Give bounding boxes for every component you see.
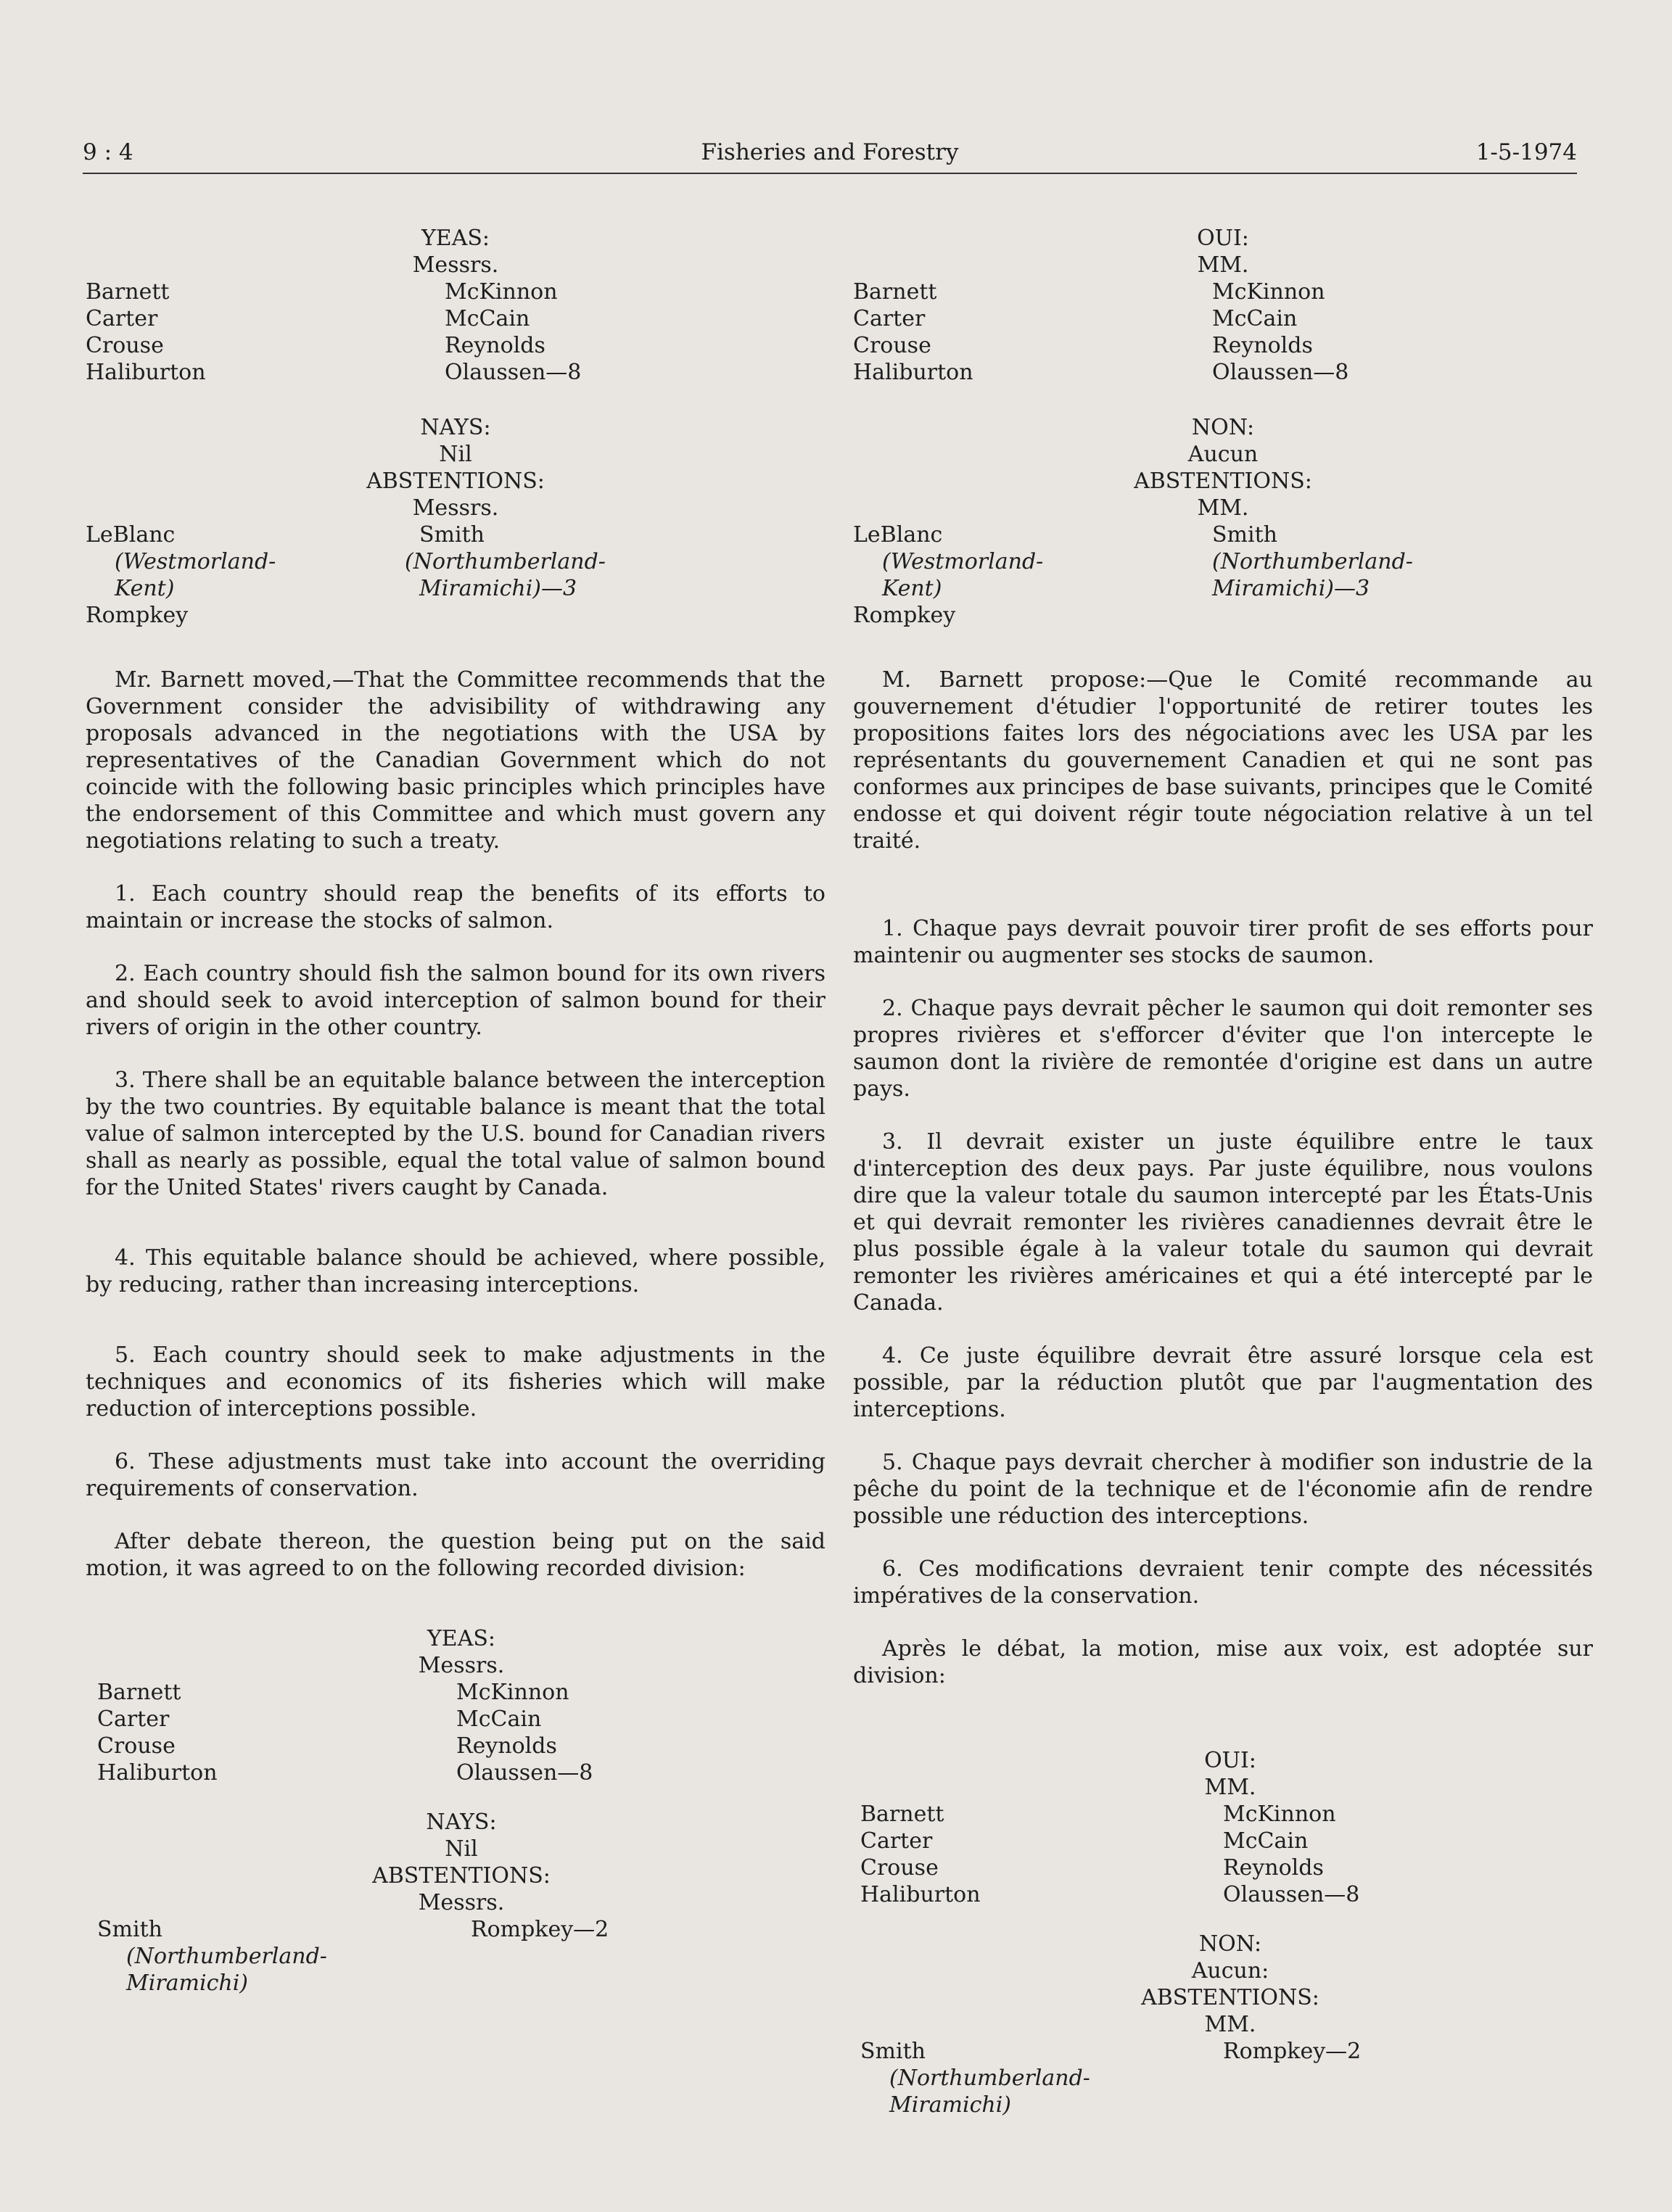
principle-3: 3. Il devrait exister un juste équilibre entre le taux d'interception des deux pays. Par juste équilibre, nous voulons dire que la valeur totale du saumon intercepté par les États-Unis et qui devrait remonter les rivières canadiennes devrait être le plus possible égale à la valeur totale du saumon qui devrait remonter les rivières américaines et qui a été intercepté par le Canada.	[853, 1129, 1593, 1316]
nays-value: Nil	[445, 1836, 478, 1862]
member-name: Crouse	[860, 1855, 939, 1881]
first-division	[853, 225, 1593, 667]
abstention-names	[86, 521, 825, 667]
member-name: Olaussen—8	[1212, 360, 1349, 385]
member-name: Smith	[419, 522, 485, 548]
principle-4: 4. Ce juste équilibre devrait être assuré lorsque cela est possible, par la réduction plutôt que par l'augmentation des interceptions.	[853, 1343, 1593, 1422]
member-name: Carter	[97, 1707, 170, 1732]
nays-value: Aucun:	[1191, 1958, 1269, 1984]
messrs-label: Messrs.	[418, 1890, 505, 1915]
abstention-names	[97, 1916, 825, 2032]
member-name: McCain	[456, 1707, 542, 1732]
member-name: Rompkey—2	[471, 1917, 609, 1942]
nays-value: Nil	[439, 442, 472, 467]
member-name: Smith	[97, 1917, 162, 1942]
abstentions-label: ABSTENTIONS:	[372, 1863, 551, 1889]
yeas-names	[97, 1679, 825, 1791]
messrs-label: MM.	[1204, 2012, 1256, 2037]
yeas-label: YEAS:	[421, 226, 490, 251]
principle-2: 2. Each country should fish the salmon bound for its own rivers and should seek to avoid interception of salmon bound for their rivers of origin in the other country.	[86, 961, 825, 1040]
abstention-names	[853, 521, 1593, 667]
member-name: McCain	[445, 306, 530, 331]
motion-text: M. Barnett propose:—Que le Comité recommande au gouvernement d'étudier l'opportunité de retirer toutes les propositions faites lors des négociations avec les USA par les représentants du gouvernement Canadien et qui ne sont pas conformes aux principes de base suivants, principes que le Comité endosse et qui doivent régir toute négociation relative à un tel traité.	[853, 667, 1593, 854]
nays-label: NAYS:	[426, 1809, 497, 1835]
yeas-names	[860, 1801, 1593, 1913]
header-date: 1-5-1974	[1475, 139, 1577, 165]
member-name: Barnett	[860, 1802, 944, 1827]
abstentions-label: ABSTENTIONS:	[1134, 469, 1312, 494]
riding-name: Kent)	[882, 576, 942, 601]
member-name: Olaussen—8	[445, 360, 582, 385]
riding-name: (Northumberland-	[405, 549, 606, 574]
yeas-label: OUI:	[1204, 1748, 1256, 1773]
member-name: Olaussen—8	[1223, 1882, 1360, 1907]
riding-name: Miramichi)—3	[1212, 576, 1370, 601]
member-name: Carter	[860, 1828, 933, 1854]
french-column	[853, 225, 1593, 2154]
member-name: McKinnon	[1223, 1802, 1336, 1827]
second-division	[853, 1747, 1593, 2154]
abstentions-label: ABSTENTIONS:	[1141, 1985, 1319, 2010]
member-name: Rompkey—2	[1223, 2039, 1362, 2064]
after-debate-text: After debate thereon, the question being put on the said motion, it was agreed to on the following recorded division:	[86, 1529, 825, 1581]
nays-label: NAYS:	[420, 415, 491, 440]
member-name: Reynolds	[445, 333, 545, 358]
page-header	[83, 135, 1577, 174]
riding-name: Kent)	[115, 576, 175, 601]
member-name: McKinnon	[1212, 279, 1325, 305]
abstentions-label: ABSTENTIONS:	[366, 469, 545, 494]
member-name: Rompkey	[853, 603, 956, 628]
messrs-label: MM.	[1197, 252, 1249, 278]
member-name: Smith	[1212, 522, 1277, 548]
principle-2: 2. Chaque pays devrait pêcher le saumon qui doit remonter ses propres rivières et s'efforcer d'éviter que l'on intercepte le saumon dont la rivière de remontée d'origine est dans un autre pays.	[853, 996, 1593, 1102]
member-name: Crouse	[853, 333, 931, 358]
nays-label: NON:	[1191, 415, 1255, 440]
abstention-names	[860, 2038, 1593, 2154]
principle-3: 3. There shall be an equitable balance between the interception by the two countries. By equitable balance is meant that the total value of salmon intercepted by the U.S. bound for Canadian rivers shall as nearly as possible, equal the total value of salmon bound for the United States' rivers caught by Canada.	[86, 1068, 825, 1200]
first-division	[86, 225, 825, 667]
nays-value: Aucun	[1187, 442, 1259, 467]
member-name: Crouse	[97, 1733, 176, 1759]
member-name: McKinnon	[445, 279, 558, 305]
member-name: McCain	[1223, 1828, 1309, 1854]
member-name: Barnett	[97, 1680, 181, 1705]
riding-name: Miramichi)	[889, 2092, 1012, 2118]
member-name: McCain	[1212, 306, 1298, 331]
member-name: Haliburton	[853, 360, 973, 385]
principle-6: 6. These adjustments must take into account the overriding requirements of conservation.	[86, 1449, 825, 1501]
principle-6: 6. Ces modifications devraient tenir compte des nécessités impératives de la conservation.	[853, 1556, 1593, 1609]
member-name: Haliburton	[86, 360, 206, 385]
member-name: Barnett	[86, 279, 170, 305]
riding-name: (Westmorland-	[882, 549, 1044, 574]
riding-name: Miramichi)—3	[419, 576, 577, 601]
messrs-label: MM.	[1197, 495, 1249, 521]
member-name: McKinnon	[456, 1680, 569, 1705]
principle-4: 4. This equitable balance should be achieved, where possible, by reducing, rather than increasing interceptions.	[86, 1245, 825, 1297]
principle-5: 5. Chaque pays devrait chercher à modifier son industrie de la pêche du point de la technique et de l'économie afin de rendre possible une réduction des interceptions.	[853, 1450, 1593, 1529]
member-name: Crouse	[86, 333, 164, 358]
messrs-label: Messrs.	[412, 252, 499, 278]
messrs-label: Messrs.	[412, 495, 499, 521]
after-debate-text: Après le débat, la motion, mise aux voix, est adoptée sur division:	[853, 1636, 1593, 1688]
riding-name: (Northumberland-	[126, 1944, 327, 1969]
running-title: Fisheries and Forestry	[701, 139, 959, 165]
member-name: Haliburton	[97, 1760, 218, 1786]
yeas-label: OUI:	[1197, 226, 1249, 251]
page-number: 9 : 4	[83, 139, 133, 165]
member-name: LeBlanc	[86, 522, 176, 548]
yeas-label: YEAS:	[427, 1626, 496, 1651]
member-name: Rompkey	[86, 603, 189, 628]
member-name: Smith	[860, 2039, 926, 2064]
riding-name: Miramichi)	[126, 1970, 249, 1996]
riding-name: (Westmorland-	[115, 549, 276, 574]
member-name: Reynolds	[1223, 1855, 1324, 1881]
member-name: LeBlanc	[853, 522, 943, 548]
member-name: Reynolds	[456, 1733, 557, 1759]
member-name: Olaussen—8	[456, 1760, 593, 1786]
principle-1: 1. Each country should reap the benefits of its efforts to maintain or increase the stocks of salmon.	[86, 881, 825, 933]
yeas-names	[86, 278, 825, 391]
member-name: Carter	[86, 306, 158, 331]
yeas-names	[853, 278, 1593, 391]
principle-5: 5. Each country should seek to make adjustments in the techniques and economics of its fisheries which will make reduction of interceptions possible.	[86, 1342, 825, 1421]
member-name: Barnett	[853, 279, 937, 305]
member-name: Haliburton	[860, 1882, 981, 1907]
nays-label: NON:	[1198, 1931, 1262, 1957]
motion-text: Mr. Barnett moved,—That the Committee recommends that the Government consider the advisibility of withdrawing any proposals advanced in the negotiations with the USA by representatives of the Canadian Government which do not coincide with the following basic principles which principles have the endorsement of this Committee and which must govern any negotiations relating to such a treaty.	[86, 667, 825, 854]
messrs-label: MM.	[1204, 1775, 1256, 1800]
second-division	[86, 1625, 825, 2032]
messrs-label: Messrs.	[418, 1653, 505, 1678]
member-name: Carter	[853, 306, 926, 331]
riding-name: (Northumberland-	[889, 2066, 1090, 2091]
riding-name: (Northumberland-	[1212, 549, 1413, 574]
principle-1: 1. Chaque pays devrait pouvoir tirer profit de ses efforts pour maintenir ou augmenter ses stocks de saumon.	[853, 916, 1593, 968]
member-name: Reynolds	[1212, 333, 1313, 358]
english-column	[86, 225, 825, 2032]
